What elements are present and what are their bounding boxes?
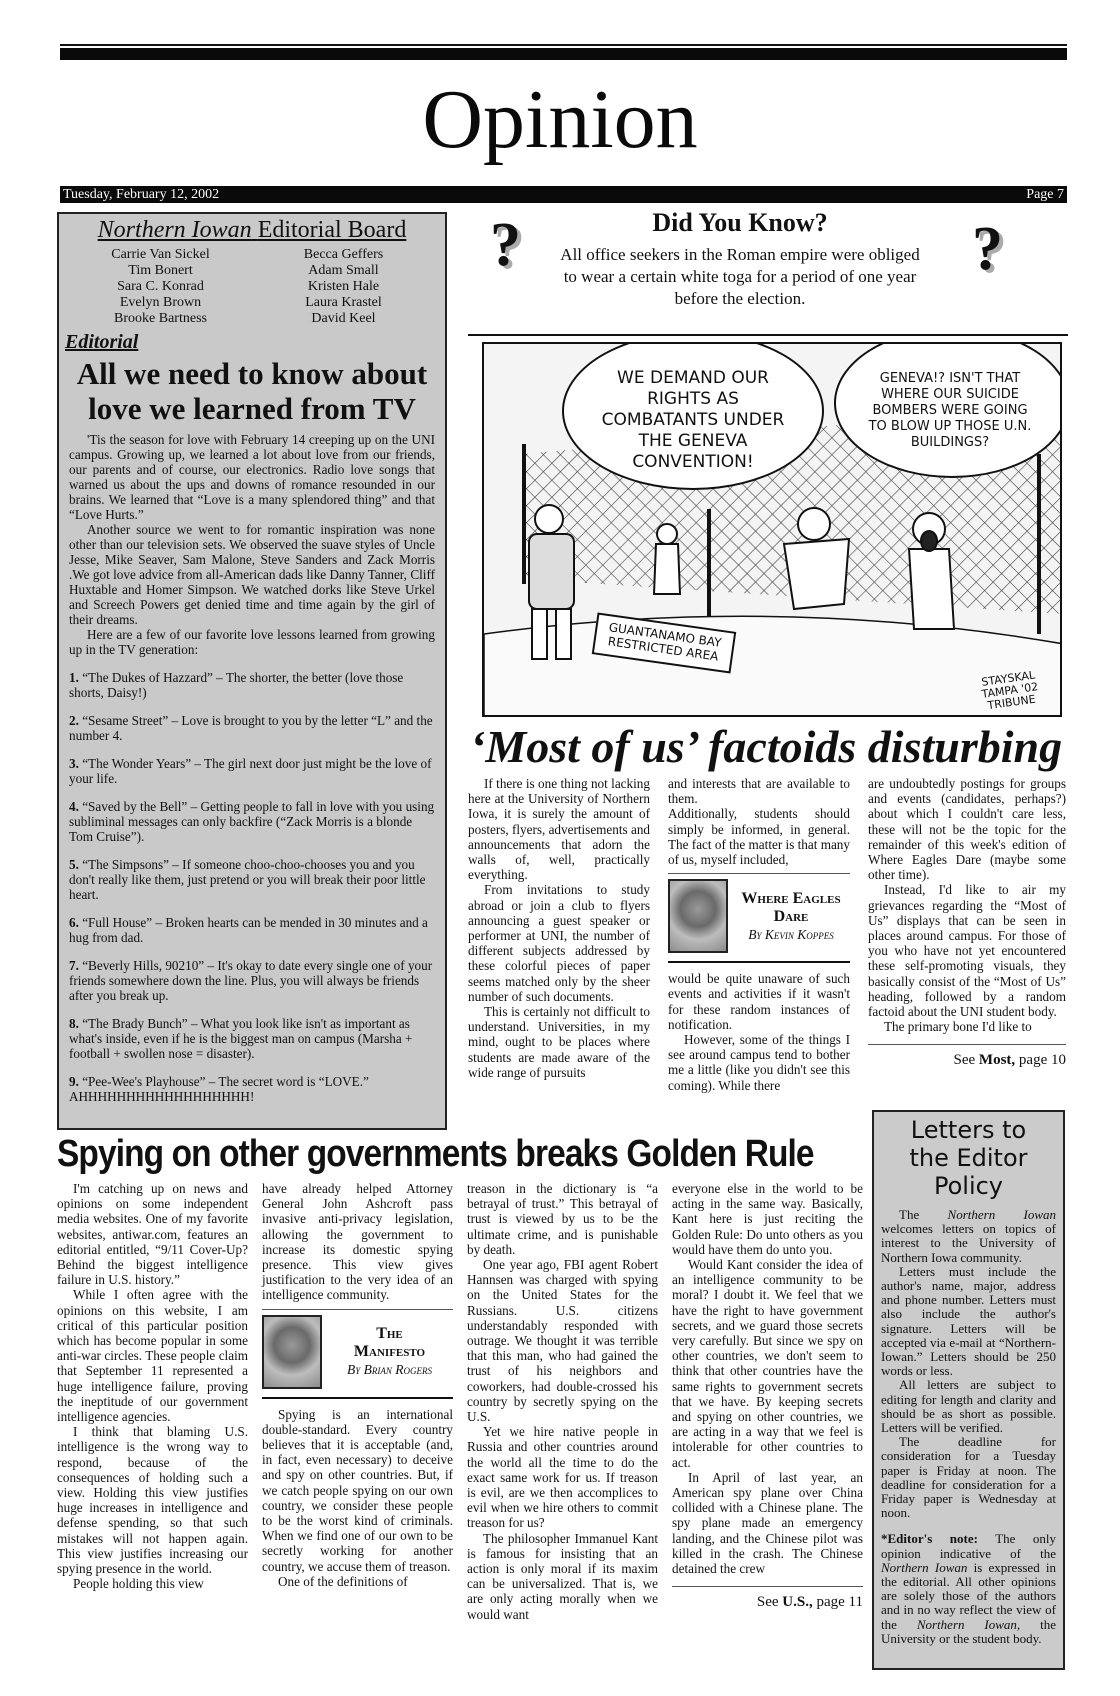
editorial-headline-line2: love we learned from TV <box>88 391 416 426</box>
letters-policy-title <box>881 1116 1056 1200</box>
article-paragraph: everyone else in the world to be acting in the same way. Basically, Kant here is just reciting the Golden Rule: Do unto others as you would have them do unto you. <box>672 1181 863 1257</box>
article-paragraph: From invitations to study abroad or join a club to flyers announcing a guest speaker or performer at UNI, the number of different subjects addressed by these colorful pieces of paper seems matched only by the sheer number of such documents. <box>468 882 650 1004</box>
cartoonist-signature: STAYSKAL TAMPA '02 TRIBUNE <box>980 668 1039 713</box>
article-paragraph: Yet we hire native people in Russia and other countries around the world all the time to do the exact same work for us. If treason is evil, are we then accomplices to evil when we hire others to commit treason for us? <box>467 1424 658 1531</box>
letters-title-line1: Letters to <box>910 1116 1027 1144</box>
editors-note <box>881 1532 1056 1646</box>
editorial-headline <box>69 356 435 426</box>
did-you-know-text: All office seekers in the Roman empire were obliged to wear a certain white toga for a period of one year before the election. <box>560 245 920 308</box>
editorial-paragraph: 'Tis the season for love with February 14 creeping up on the UNI campus. Growing up, we learned a lot about love from our friends, our parents and of course, our electronics. Radio love songs that warned us about the ups and downs of romance resounded in our brains. We learned that “Love is a many splendored thing” and that “Love Hurts.” <box>69 432 435 522</box>
date-bar <box>60 186 1067 203</box>
editorial-paragraph: Another source we went to for romantic inspiration was none other than our television sets. We observed the suave styles of Uncle Jesse, Mike Seaver, Sam Malone, Steve Sanders and Zack Morris .We got love advice from all-American dads like Danny Tanner, Cliff Huxtable and Homer Simpson. We watched dorks like Steve Urkel and Screech Powers get denied time and time again by the girl of their dreams. <box>69 522 435 627</box>
love-lesson-item <box>69 670 435 700</box>
policy-paragraph: The deadline for consideration for a Tuesday paper is Friday at noon. The deadline for consideration for a Friday paper is Wednesday at noon. <box>881 1434 1056 1521</box>
lesson-text: “Pee-Wee's Playhouse” – The secret word is “LOVE.” AHHHHHHHHHHHHHHHHHH! <box>69 1074 369 1104</box>
board-members <box>69 247 435 327</box>
page-number: Page 7 <box>1026 187 1064 202</box>
policy-text: welcomes letters on topics of interest to the University of Northern Iowa community. <box>881 1221 1056 1265</box>
columnist-byline: By Brian Rogers <box>347 1362 432 1378</box>
article-paragraph: While I often agree with the opinions on this website, I am critical of this particular position which has become popular in some anti-war circles. These people claim that September 11 represented a huge intelligence failure, proving the ineptitude of our government intelligence agencies. <box>57 1287 248 1425</box>
board-member: David Keel <box>311 311 376 326</box>
lesson-number: 9. <box>69 1074 79 1089</box>
policy-paragraph <box>881 1208 1056 1265</box>
publication-name: Northern Iowan <box>881 1559 968 1575</box>
spying-headline: Spying on other governments breaks Golden Rule <box>57 1133 814 1175</box>
love-lesson-item <box>69 1074 435 1104</box>
section-title: Opinion <box>422 73 698 166</box>
lesson-text: “The Wonder Years” – The girl next door just might be the love of your life. <box>69 756 432 786</box>
spying-column-1 <box>57 1181 248 1591</box>
article-paragraph: The philosopher Immanuel Kant is famous for insisting that an action is only moral if its maxim can be universalized. That is, we are only acting morally when we would want <box>467 1530 658 1622</box>
policy-paragraph: All letters are subject to editing for length and clarity and should be as short as possible. Letters will be verified. <box>881 1377 1056 1436</box>
article-paragraph: The primary bone I'd like to <box>884 1019 1032 1035</box>
letters-policy-box <box>872 1110 1065 1670</box>
article-paragraph: and interests that are available to them. <box>668 776 850 807</box>
columnist-byline: By Kevin Koppes <box>748 926 834 942</box>
policy-text: The only opinion indicative of the <box>881 1531 1056 1561</box>
jump-word: U.S., <box>782 1594 813 1611</box>
article-paragraph: Would Kant consider the idea of an intelligence community to be moral? I doubt it. We feel that we have the right to have government secrets, and we guard those secrets very carefully. But since we spy on other countries, we don't seem to think that other countries have the same rights to government secrets that we have. By keeping secrets and spying on other countries, we are acting in a way that we feel is intolerable for other countries to act. <box>672 1257 863 1470</box>
letters-title-line2: the Editor <box>909 1144 1028 1172</box>
board-member: Adam Small <box>308 263 379 278</box>
article-paragraph: Instead, I'd like to air my grievances regarding the “Most of Us” displays that can be seen in places around campus. For those of you who have not yet encountered these self-promoting visuals, they basically consist of the “Most of Us” heading, followed by a random factoid about the UNI student body. <box>868 882 1066 1020</box>
editors-note-label: *Editor's note: <box>881 1531 978 1547</box>
article-paragraph: Additionally, students should simply be informed, in general. The fact of the matter is that many of us, myself included, <box>668 806 850 868</box>
lesson-number: 3. <box>69 756 79 771</box>
guantanamo-sign: GUANTANAMO BAY RESTRICTED AREA <box>592 612 736 673</box>
editorial-headline-line1: All we need to know about <box>76 356 428 391</box>
letters-policy-body <box>881 1208 1056 1646</box>
article-paragraph: People holding this view <box>73 1576 204 1592</box>
lesson-number: 2. <box>69 713 79 728</box>
editorial-box <box>57 212 447 1130</box>
love-lesson-item <box>69 915 435 945</box>
board-members-left <box>76 247 246 327</box>
editorial-board-title <box>69 216 435 244</box>
love-lessons-list <box>69 670 435 1104</box>
love-lesson-item <box>69 756 435 786</box>
column-name-line1: The <box>376 1325 403 1343</box>
editorial-body <box>69 432 435 657</box>
letters-title-line3: Policy <box>933 1172 1004 1200</box>
jump-see: See <box>756 1594 779 1611</box>
article-paragraph: I think that blaming U.S. intelligence is the wrong way to respond, because of the consequences of holding such a view. Holding this view justifies huge increases in intelligence and defense spending, so that such mistakes will not happen again. This view justifies increasing our spying presence in the world. <box>57 1424 248 1577</box>
question-mark-icon: ? <box>490 211 521 279</box>
editorial-paragraph: Here are a few of our favorite love lessons learned from growing up in the TV generation: <box>69 627 435 657</box>
masthead-rule-thin <box>60 44 1067 46</box>
policy-paragraph: Letters must include the author's name, major, address and phone number. Letters must also include the author's signature. Letters will be accepted via e-mail at “Northern-Iowan.” Letters should be 250 words or less. <box>881 1263 1056 1379</box>
lesson-number: 5. <box>69 857 79 872</box>
question-mark-icon: ? <box>972 215 1003 283</box>
lesson-number: 4. <box>69 799 79 814</box>
spying-column-4 <box>672 1181 863 1611</box>
jump-link-us[interactable] <box>672 1586 863 1611</box>
jump-word: Most, <box>978 1052 1016 1069</box>
board-members-right <box>259 247 429 327</box>
love-lesson-item <box>69 799 435 844</box>
article-paragraph: have already helped Attorney General John Ashcroft pass invasive anti-privacy legislation, allowing the government to increase its domestic spying presence. This view gives justification to the very idea of an intelligence community. <box>262 1181 453 1303</box>
jump-page: page 10 <box>1018 1052 1066 1069</box>
lesson-number: 7. <box>69 958 79 973</box>
publication-name: Northern Iowan <box>97 217 252 243</box>
board-member: Brooke Bartness <box>114 311 207 326</box>
lesson-text: “The Simpsons” – If someone choo-choo-chooses you and you don't really like them, just pretend or you will break their poor little heart. <box>69 857 426 902</box>
most-of-us-column-3 <box>868 776 1066 1069</box>
board-title-suffix: Editorial Board <box>257 217 407 243</box>
lesson-text: “Full House” – Broken hearts can be mended in 30 minutes and a hug from dad. <box>69 915 428 945</box>
publication-name: Northern Iowan <box>947 1207 1057 1222</box>
article-paragraph: This is certainly not difficult to understand. Universities, in my mind, ought to be places where students are made aware of the wide range of pursuits <box>468 1004 650 1080</box>
spying-column-2 <box>262 1181 453 1589</box>
jump-page: page 11 <box>816 1594 863 1611</box>
board-member: Evelyn Brown <box>119 295 202 310</box>
lesson-text: “The Brady Bunch” – What you look like isn't as important as what's inside, even if he is the biggest man on campus (Marsha + football + swollen nose = disaster). <box>69 1016 413 1061</box>
most-of-us-column-1 <box>468 776 650 1080</box>
speech-bubble-left: WE DEMAND OUR RIGHTS AS COMBATANTS UNDER THE GENEVA CONVENTION! <box>562 342 824 490</box>
column-signature-where-eagles-dare <box>668 873 850 963</box>
board-member: Kristen Hale <box>307 279 380 294</box>
jump-see: See <box>953 1052 976 1069</box>
article-paragraph: I'm catching up on news and opinions on some independent media websites. One of my favorite websites, antiwar.com, features an editorial entitled, “9/11 Cover-Up? Behind the biggest intelligence failure in U.S. history.” <box>57 1181 248 1288</box>
policy-text: The <box>899 1207 920 1222</box>
most-of-us-headline: ‘Most of us’ factoids disturbing <box>470 721 1063 772</box>
section-divider <box>468 334 1068 336</box>
did-you-know-title: Did You Know? <box>652 208 828 237</box>
lesson-text: “Beverly Hills, 90210” – It's okay to date every single one of your friends somewhere down the line. Plus, you will always be friends after you break up. <box>69 958 433 1003</box>
most-of-us-column-2 <box>668 776 850 1093</box>
love-lesson-item <box>69 1016 435 1061</box>
editorial-kicker: Editorial <box>65 331 139 353</box>
columnist-photo-kevin-koppes <box>668 879 728 953</box>
political-cartoon <box>482 342 1062 717</box>
article-paragraph: are undoubtedly postings for groups and events (candidates, perhaps?) about which I couldn't care less, these will not be the topic for the remainder of this week's edition of Where Eagles Dare (maybe some other time). <box>868 776 1066 883</box>
column-signature-text <box>322 1325 453 1378</box>
board-member: Becca Geffers <box>303 247 384 262</box>
love-lesson-item <box>69 958 435 1003</box>
lesson-number: 1. <box>69 670 79 685</box>
love-lesson-item <box>69 713 435 743</box>
article-paragraph: One of the definitions of <box>278 1573 408 1589</box>
spying-column-3 <box>467 1181 658 1622</box>
article-paragraph: One year ago, FBI agent Robert Hannsen was charged with spying on the United States for the Russians. U.S. citizens understandably responded with outrage. We thought it was terrible that this man, who had gained the trust of his neighbors and coworkers, had double-crossed his country by secretly spying on the U.S. <box>467 1257 658 1425</box>
board-member: Laura Krastel <box>305 295 382 310</box>
column-signature-the-manifesto <box>262 1309 453 1399</box>
publication-name: Northern Iowan, <box>916 1616 1021 1632</box>
lesson-text: “Saved by the Bell” – Getting people to fall in love with you using subliminal messages can only backfire (“Zack Morris is a blonde Tom Cruise”). <box>69 799 435 844</box>
speech-bubble-right: GENEVA!? ISN'T THAT WHERE OUR SUICIDE BOMBERS WERE GOING TO BLOW UP THOSE U.N. BUILDINGS? <box>834 342 1062 478</box>
article-paragraph: Spying is an international double-standard. Every country believes that it is acceptable (and, in fact, even necessary) to deceive and spy on other countries. But, if we catch people spying on our own country, we consider these people to be the worst kind of criminals. When we find one of our own to be secretly working for another country, we accuse them of treason. <box>262 1406 453 1574</box>
board-member: Sara C. Konrad <box>117 279 204 294</box>
column-name: Where Eagles Dare <box>741 889 841 925</box>
article-paragraph: If there is one thing not lacking here at the University of Northern Iowa, it is surely the amount of posters, flyers, advertisements and announcements that adorn the walls of, well, practically everything. <box>468 776 651 883</box>
lesson-number: 8. <box>69 1016 79 1031</box>
policy-text: is expressed in the editorial. All other opinions are solely those of the authors and in no way reflect the view of the <box>881 1559 1057 1632</box>
detainee-figure <box>654 524 680 594</box>
column-name-line2: Manifesto <box>353 1343 426 1361</box>
columnist-photo-brian-rogers <box>262 1315 322 1389</box>
lesson-number: 6. <box>69 915 79 930</box>
article-paragraph: However, some of the things I see around campus tend to bother me a little (like you didn't see this coming). While there <box>668 1032 850 1093</box>
love-lesson-item <box>69 857 435 902</box>
lesson-text: “Sesame Street” – Love is brought to you by the letter “L” and the number 4. <box>69 713 433 743</box>
masthead-rule-thick <box>60 48 1067 60</box>
article-paragraph: In April of last year, an American spy plane over China collided with a Chinese plane. The spy plane made an emergency landing, and the Chinese pilot was killed in the crash. The Chinese detained the crew <box>672 1469 863 1577</box>
article-paragraph: would be quite unaware of such events and activities if it wasn't for these random instances of notification. <box>668 971 850 1032</box>
jump-link-most[interactable] <box>868 1044 1066 1069</box>
lesson-text: “The Dukes of Hazzard” – The shorter, the better (love those shorts, Daisy!) <box>69 670 404 700</box>
board-member: Carrie Van Sickel <box>111 247 210 262</box>
column-signature-text <box>728 890 850 943</box>
policy-text: the University or the student body. <box>881 1616 1057 1646</box>
article-paragraph: treason in the dictionary is “a betrayal of trust.” This betrayal of trust is viewed by us to be the ultimate crime, and is punishable by death. <box>467 1181 658 1257</box>
issue-date: Tuesday, February 12, 2002 <box>63 187 220 202</box>
board-member: Tim Bonert <box>128 263 193 278</box>
